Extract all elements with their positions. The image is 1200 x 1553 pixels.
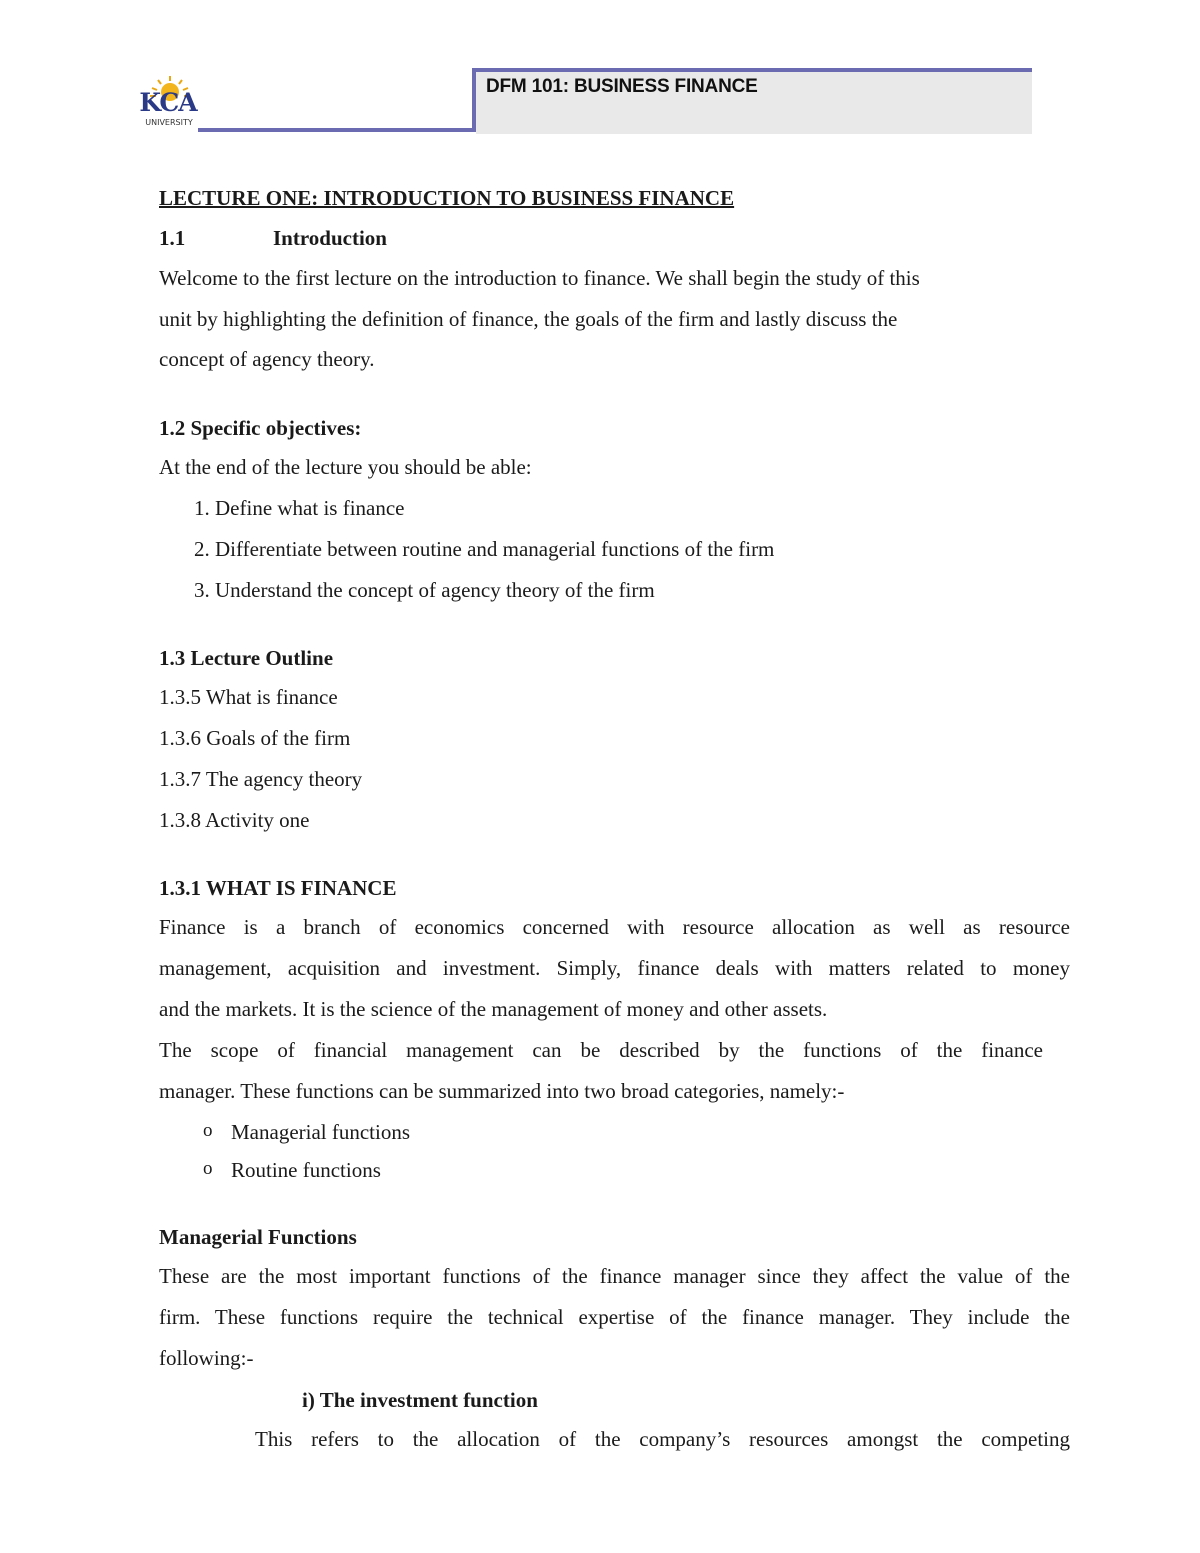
finance-paragraph-line: management, acquisition and investment. Simply, finance deals with matters related to money [159, 956, 1070, 980]
kca-university-logo [138, 74, 204, 130]
intro-paragraph-line: Welcome to the first lecture on the introduction to finance. We shall begin the study of this [159, 266, 920, 290]
lecture-title: LECTURE ONE: INTRODUCTION TO BUSINESS FINANCE [159, 186, 735, 210]
investment-function-line: This refers to the allocation of the company’s resources amongst the competing [255, 1427, 1070, 1451]
page-header [0, 0, 1200, 150]
finance-paragraph-line: and the markets. It is the science of the management of money and other assets. [159, 997, 828, 1021]
objective-item: 2. Differentiate between routine and managerial functions of the firm [194, 537, 775, 561]
intro-heading: Introduction [273, 226, 387, 250]
objective-item: 3. Understand the concept of agency theory of the firm [194, 578, 655, 602]
header-rule-left [198, 128, 476, 132]
bullet-item: Routine functions [231, 1158, 381, 1182]
intro-number: 1.1 [159, 226, 186, 250]
finance-paragraph-line: The scope of financial management can be described by the functions of the finance [159, 1038, 1043, 1062]
objective-item: 1. Define what is finance [194, 496, 405, 520]
managerial-heading: Managerial Functions [159, 1225, 357, 1249]
managerial-paragraph-line: These are the most important functions of the finance manager since they affect the value of the [159, 1264, 1070, 1288]
finance-paragraph-line: Finance is a branch of economics concerned with resource allocation as well as resource [159, 915, 1070, 939]
outline-item: 1.3.6 Goals of the firm [159, 726, 351, 750]
outline-item: 1.3.8 Activity one [159, 808, 310, 832]
bullet-item: Managerial functions [231, 1120, 411, 1144]
bullet-marker: o [203, 1120, 213, 1141]
bullet-marker: o [203, 1158, 213, 1179]
finance-heading: 1.3.1 WHAT IS FINANCE [159, 876, 397, 900]
logo-wordmark: KCA [139, 88, 197, 117]
course-title: DFM 101: BUSINESS FINANCE [486, 76, 758, 97]
finance-paragraph-line: manager. These functions can be summarized into two broad categories, namely:- [159, 1079, 845, 1103]
outline-item: 1.3.5 What is finance [159, 685, 338, 709]
objectives-lead: At the end of the lecture you should be able: [159, 455, 532, 479]
objectives-heading: 1.2 Specific objectives: [159, 416, 362, 440]
header-rule-top [474, 68, 1032, 72]
outline-item: 1.3.7 The agency theory [159, 767, 363, 791]
intro-paragraph-line: unit by highlighting the definition of finance, the goals of the firm and lastly discuss the [159, 307, 898, 331]
managerial-paragraph-line: following:- [159, 1346, 254, 1370]
header-rule-divider [472, 68, 476, 132]
logo-subtext: UNIVERSITY [145, 118, 193, 127]
managerial-paragraph-line: firm. These functions require the technical expertise of the finance manager. They include the [159, 1305, 1070, 1329]
investment-function-heading: i) The investment function [302, 1388, 538, 1412]
outline-heading: 1.3 Lecture Outline [159, 646, 334, 670]
intro-paragraph-line: concept of agency theory. [159, 347, 375, 371]
